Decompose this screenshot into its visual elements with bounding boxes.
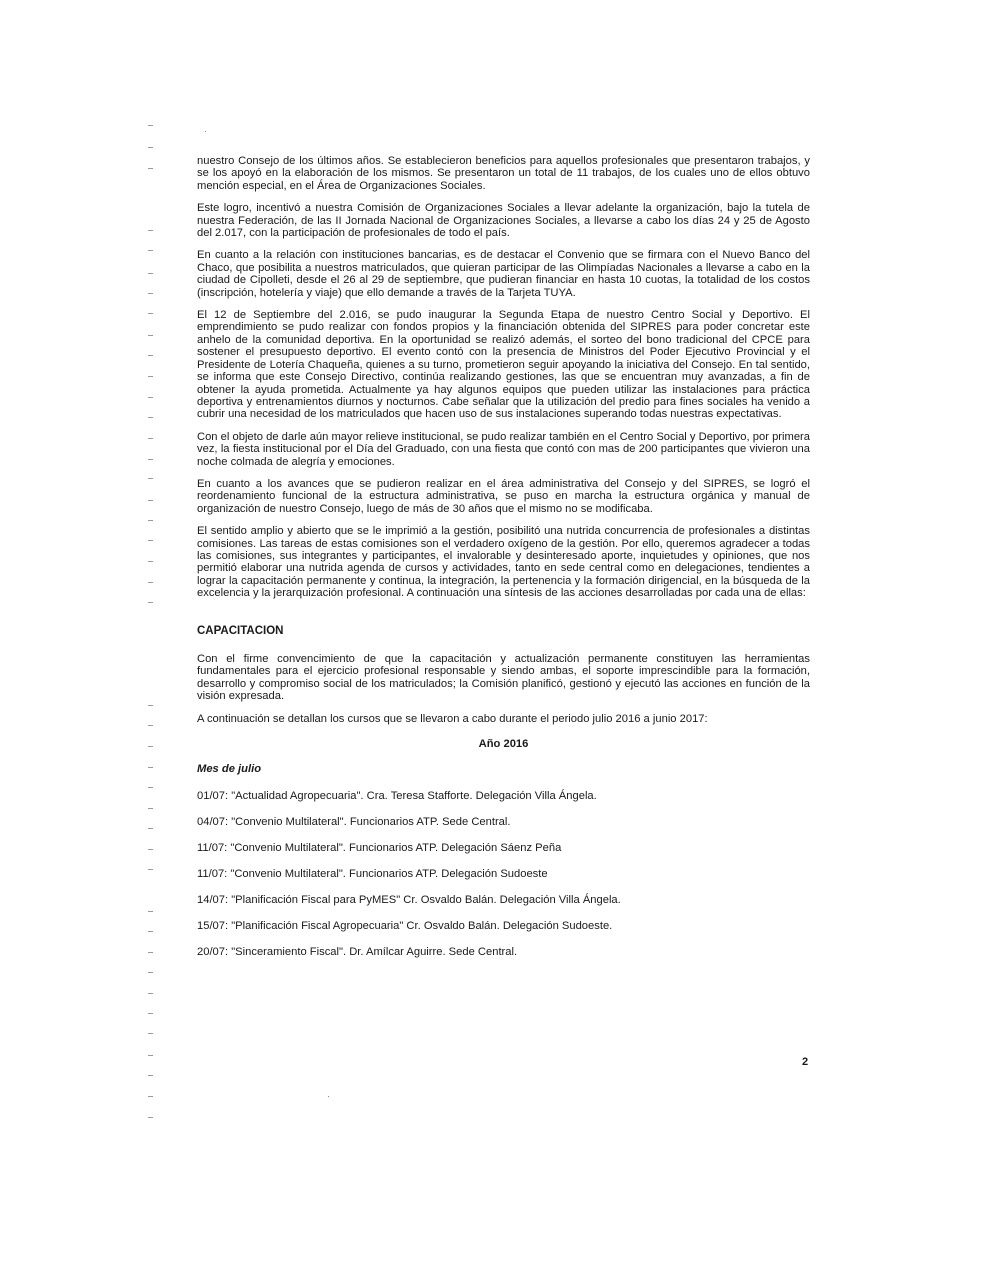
- scan-mark: [148, 746, 153, 747]
- scan-mark: [148, 250, 153, 251]
- body-paragraph: El sentido amplio y abierto que se le imprimió a la gestión, posibilitó una nutrida concurrencia de profesionales a distintas comisiones. Las tareas de estas comisiones son el verdadero oxígeno de la gestión. Por ello, queremos agradecer a todas las comisiones, sus integrantes y participantes, el invalorable y desinteresado aporte, inquietudes y opiniones, que nos permitió elaborar una nutrida agenda de cursos y actividades, tanto en sede central como en delegaciones, tendientes a lograr la capacitación permanente y continua, la integración, la pertenencia y la formación dirigencial, en la búsqueda de la excelencia y la jerarquización profesional. A continuación una síntesis de las acciones desarrolladas por cada una de ellas:: [197, 525, 810, 600]
- body-paragraph: nuestro Consejo de los últimos años. Se establecieron beneficios para aquellos profesionales que presentaron trabajos, y se los apoyó en la elaboración de los mismos. Se presentaron un total de 11 trabajos, de los cuales uno de ellos obtuvo mención especial, en el Área de Organizaciones Sociales.: [197, 155, 810, 192]
- scan-mark: [148, 335, 153, 336]
- scan-mark: [148, 125, 153, 126]
- body-paragraph: Con el objeto de darle aún mayor relieve institucional, se pudo realizar también en el Centro Social y Deportivo, por primera vez, la fiesta institucional por el Día del Graduado, con una fiesta que contó con mas de 200 participantes que vivieron una noche colmada de alegría y emociones.: [197, 430, 810, 468]
- scan-mark: [148, 952, 153, 953]
- scan-mark: [148, 582, 153, 583]
- scan-mark: [148, 376, 153, 377]
- year-heading: Año 2016: [478, 738, 529, 751]
- scan-mark: [148, 438, 153, 439]
- capacitacion-paragraph: A continuación se detallan los cursos que se llevaron a cabo durante el periodo julio 2016 a junio 2017:: [197, 712, 708, 725]
- scan-mark: [148, 602, 153, 603]
- scan-mark: [148, 705, 153, 706]
- capacitacion-paragraph: Con el firme convencimiento de que la capacitación y actualización permanente constituyen las herramientas fundamentales para el ejercicio profesional responsable y siendo ambas, el soporte imprescindible para la formación, desarrollo y compromiso social de los matriculados; la Comisión planificó, gestionó y ejecutó las acciones en función de la visión expresada.: [197, 653, 810, 703]
- scan-mark: [148, 931, 153, 932]
- body-paragraph: Este logro, incentivó a nuestra Comisión de Organizaciones Sociales a llevar adelante la organización, bajo la tutela de nuestra Federación, de las II Jornada Nacional de Organizaciones Sociales, a llevarse a cabo los días 24 y 25 de Agosto del 2.017, con la participación de profesionales de todo el país.: [197, 202, 810, 240]
- scan-mark: [148, 397, 153, 398]
- scan-mark: [148, 972, 153, 973]
- scan-mark: [148, 230, 153, 231]
- scan-mark: [148, 1033, 153, 1034]
- scan-mark: [148, 293, 153, 294]
- section-heading: CAPACITACION: [197, 624, 284, 637]
- course-list: [197, 790, 810, 958]
- scan-mark: [148, 725, 153, 726]
- scan-mark: [148, 313, 153, 314]
- scan-mark: [148, 1075, 153, 1076]
- scan-mark: [148, 520, 153, 521]
- scan-mark: [148, 869, 153, 870]
- scan-mark: [148, 417, 153, 418]
- scan-mark: [148, 1117, 153, 1118]
- scan-mark: [148, 1055, 153, 1056]
- course-item: 04/07: "Convenio Multilateral". Funcionarios ATP. Sede Central.: [197, 815, 511, 828]
- body-paragraph: El 12 de Septiembre del 2.016, se pudo inaugurar la Segunda Etapa de nuestro Centro Social y Deportivo. El emprendimiento se pudo realizar con fondos propios y la financiación obtenida del SIPRES para poder concretar este anhelo de la comunidad deportiva. En la oportunidad se realizó además, el sorteo del bono tradicional del CPCE para sostener el presupuesto deportivo. El evento contó con la presencia de Ministros del Poder Ejecutivo Provincial y el Presidente de Lotería Chaqueña, quienes a su turno, prometieron seguir apoyando la iniciativa del Consejo. En tal sentido, se informa que este Consejo Directivo, continúa realizando gestiones, las que se encuentran muy avanzadas, a fin de obtener la ayuda prometida. Actualmente ya hay algunos equipos que pueden utilizar las instalaciones para práctica deportiva y entrenamientos diurnos y nocturnos. Cabe señalar que la utilización del predio para fines sociales ha venido a cubrir una necesidad de los matriculados que hacen uso de sus instalaciones superando todas nuestras expectativas.: [197, 309, 810, 421]
- scan-mark: [148, 540, 153, 541]
- scan-mark: [148, 993, 153, 994]
- month-heading: Mes de julio: [197, 763, 262, 776]
- scan-mark: [148, 459, 153, 460]
- scan-speck: [205, 131, 206, 132]
- document-body: [197, 155, 810, 972]
- course-item: 11/07: "Convenio Multilateral". Funcionarios ATP. Delegación Sudoeste: [197, 867, 548, 880]
- scan-mark: [148, 168, 153, 169]
- scan-mark: [148, 355, 153, 356]
- scan-mark: [148, 500, 153, 501]
- scan-mark: [148, 1013, 153, 1014]
- course-item: 01/07: "Actualidad Agropecuaria". Cra. Teresa Stafforte. Delegación Villa Ángela.: [197, 789, 597, 802]
- scan-mark: [148, 767, 153, 768]
- scan-mark: [148, 787, 153, 788]
- scan-mark: [148, 478, 153, 479]
- scan-speck: [328, 1096, 329, 1097]
- course-item: 14/07: "Planificación Fiscal para PyMES" Cr. Osvaldo Balán. Delegación Villa Ángela.: [197, 893, 621, 906]
- course-item: 11/07: "Convenio Multilateral". Funcionarios ATP. Delegación Sáenz Peña: [197, 841, 562, 854]
- body-paragraph: En cuanto a los avances que se pudieron realizar en el área administrativa del Consejo y del SIPRES, se logró el reordenamiento funcional de la estructura administrativa, se puso en marcha la estructura orgánica y manual de organización de nuestro Consejo, luego de más de 30 años que el mismo no se modificaba.: [197, 477, 810, 515]
- scan-mark: [148, 911, 153, 912]
- scan-mark: [148, 561, 153, 562]
- scan-mark: [148, 273, 153, 274]
- scan-mark: [148, 849, 153, 850]
- body-paragraph: En cuanto a la relación con instituciones bancarias, es de destacar el Convenio que se firmara con el Nuevo Banco del Chaco, que posibilita a nuestros matriculados, que quieran participar de las Olimpíadas Nacionales a llevarse a cabo en la ciudad de Cipolleti, desde el 26 al 29 de septiembre, que pudieran financiar en hasta 10 cuotas, la totalidad de los costos (inscripción, hotelería y viaje) que ello demande a través de la Tarjeta TUYA.: [197, 249, 810, 299]
- scan-mark: [148, 147, 153, 148]
- course-item: 15/07: "Planificación Fiscal Agropecuaria" Cr. Osvaldo Balán. Delegación Sudoeste.: [197, 919, 613, 932]
- scan-mark: [148, 828, 153, 829]
- course-item: 20/07: "Sinceramiento Fiscal". Dr. Amílcar Aguirre. Sede Central.: [197, 945, 518, 958]
- page-number: 2: [802, 1056, 809, 1068]
- scan-mark: [148, 808, 153, 809]
- scan-mark: [148, 1096, 153, 1097]
